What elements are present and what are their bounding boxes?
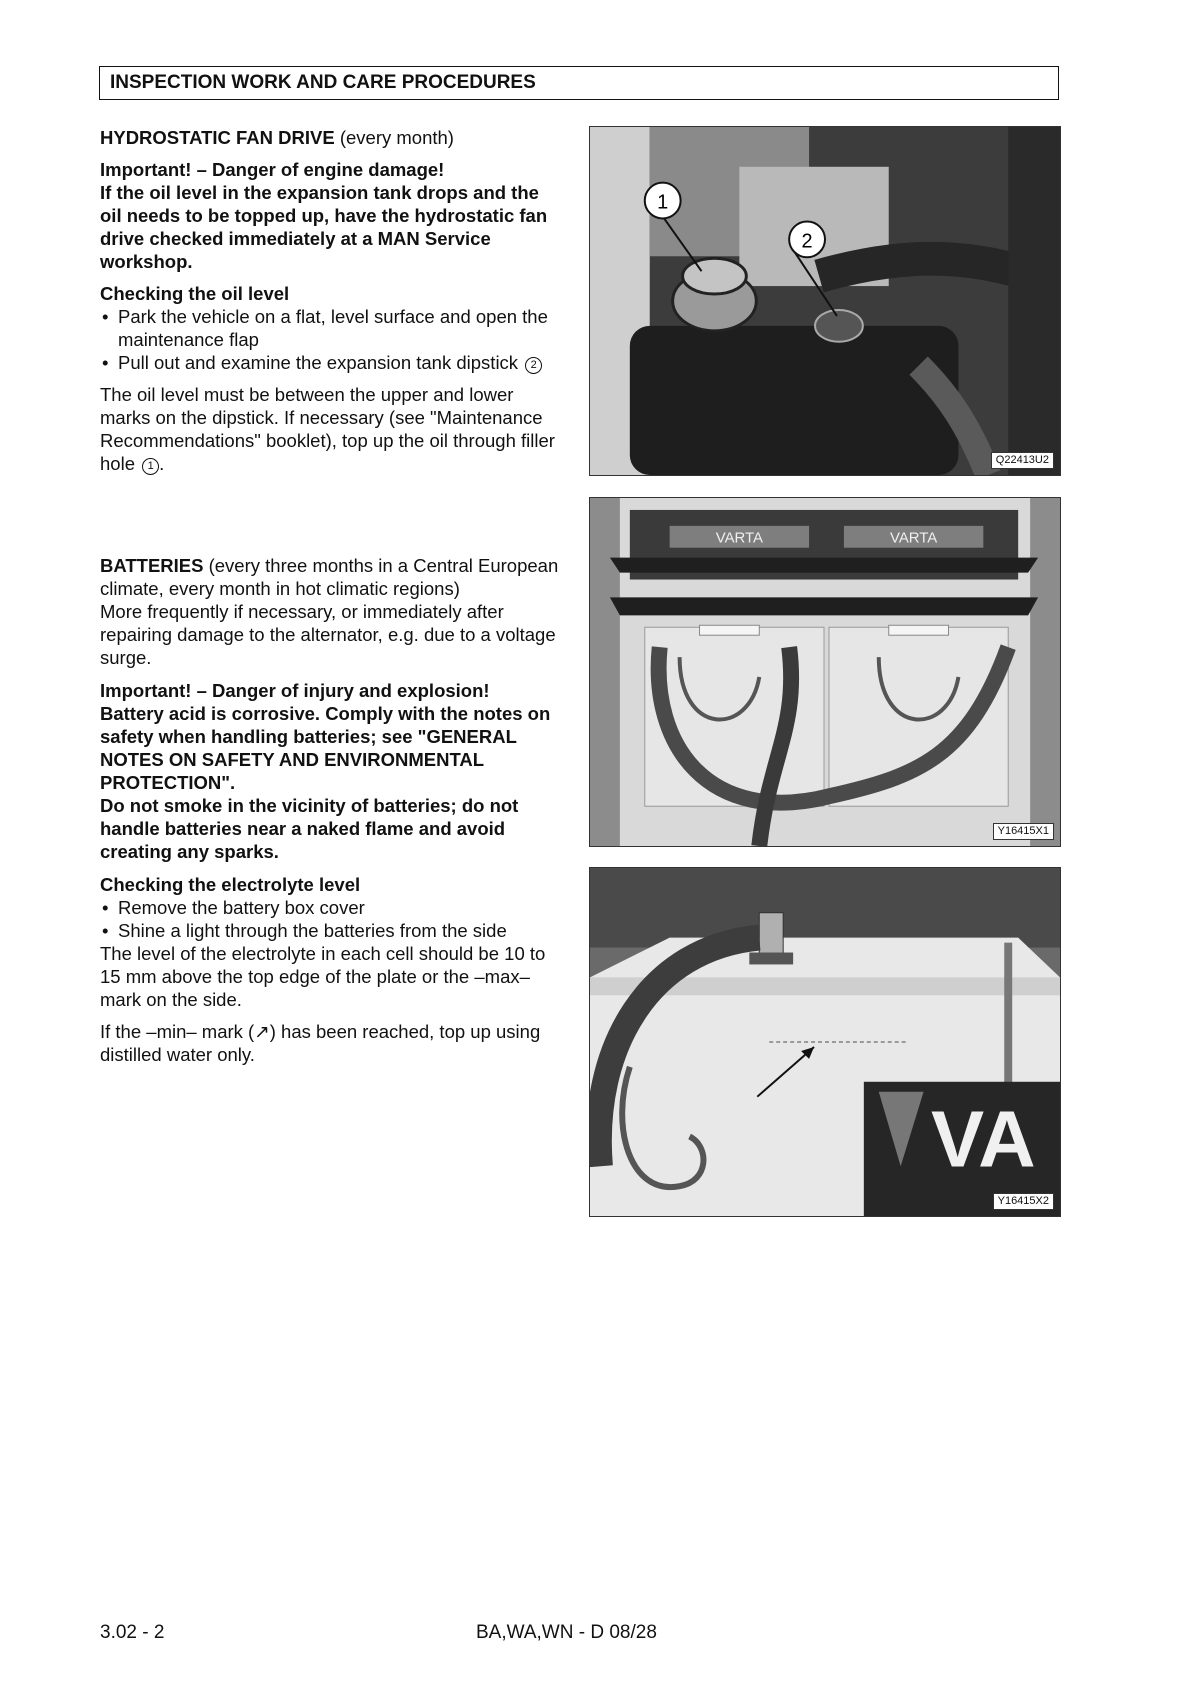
hydrostatic-warning-body: If the oil level in the expansion tank drops and the oil needs to be topped up, have the hydrostatic fan drive checked immediately at a MAN Service workshop. [100,182,548,272]
callout-label-2: 2 [801,230,813,253]
list-item: • Pull out and examine the expansion tank dipstick 2 [100,351,565,374]
section-header [99,66,1059,100]
hydrostatic-interval: (every month) [339,127,454,148]
section-header-title: INSPECTION WORK AND CARE PROCEDURES [110,72,536,93]
callout-ref-1: 1 [142,458,159,475]
batteries-heading-line [100,554,565,600]
oil-level-body: The oil level must be between the upper and lower marks on the dipstick. If necessary (see "Maintenance Recommendations" booklet), top up the oil through filler hole 1 . [100,384,555,474]
list-item: • Shine a light through the batteries from the side [100,919,565,942]
photo-electrolyte-level [589,867,1061,1217]
hydrostatic-heading: HYDROSTATIC FAN DRIVE [100,127,335,148]
photo-id-label: Y16415X1 [993,823,1054,840]
electrolyte-level-illustration [590,868,1060,1216]
battery-box-illustration [590,498,1060,846]
brand-label-partial: VA [930,1094,1036,1184]
brand-label-right: VARTA [889,529,938,547]
batteries-heading: BATTERIES [100,555,204,576]
photo-id-label: Y16415X2 [993,1193,1054,1210]
electrolyte-level-text: The level of the electrolyte in each cell should be 10 to 15 mm above the top edge of the plate or the –max– mark on the side. [100,943,546,1010]
document-code: BA,WA,WN - D 08/28 [476,1622,657,1643]
callout-label-1: 1 [657,191,669,214]
photo-id-label: Q22413U2 [991,452,1054,469]
batteries-warning-smoke: Do not smoke in the vicinity of batteries; do not handle batteries near a naked flame and avoid creating any sparks. [100,795,519,862]
batteries-interval: (every three months in a Central European climate, every month in hot climatic regions) [100,555,559,599]
arrow-icon: ↗ [254,1021,270,1042]
expansion-tank-illustration [590,127,1060,475]
electrolyte-subheading: Checking the electrolyte level [100,874,361,895]
min-mark-text: If the –min– mark (↗) has been reached, top up using distilled water only. [100,1021,541,1065]
photo-battery-box [589,497,1061,847]
hydrostatic-warning-title: Important! – Danger of engine damage! [100,159,445,180]
page-number: 3.02 - 2 [100,1622,165,1643]
hydrostatic-heading-line [100,126,565,149]
electrolyte-steps [100,896,565,942]
callout-ref-2: 2 [525,357,542,374]
brand-label-left: VARTA [715,529,763,547]
photo-expansion-tank [589,126,1061,476]
oil-level-steps [100,305,565,374]
batteries-section [100,554,565,1066]
batteries-warning-title: Important! – Danger of injury and explosion! [100,680,490,701]
list-item: • Remove the battery box cover [100,896,565,919]
list-item: • Park the vehicle on a flat, level surface and open the maintenance flap [100,305,565,351]
batteries-warning-corrosive: Battery acid is corrosive. Comply with the notes on safety when handling batteries; see "GENERAL NOTES ON SAFETY AND ENVIRONMENTAL PROTECTION". [100,703,551,793]
hydrostatic-section [100,126,565,475]
batteries-frequency: More frequently if necessary, or immediately after repairing damage to the alternator, e.g. due to a voltage surge. [100,601,556,668]
oil-level-subheading: Checking the oil level [100,283,290,304]
